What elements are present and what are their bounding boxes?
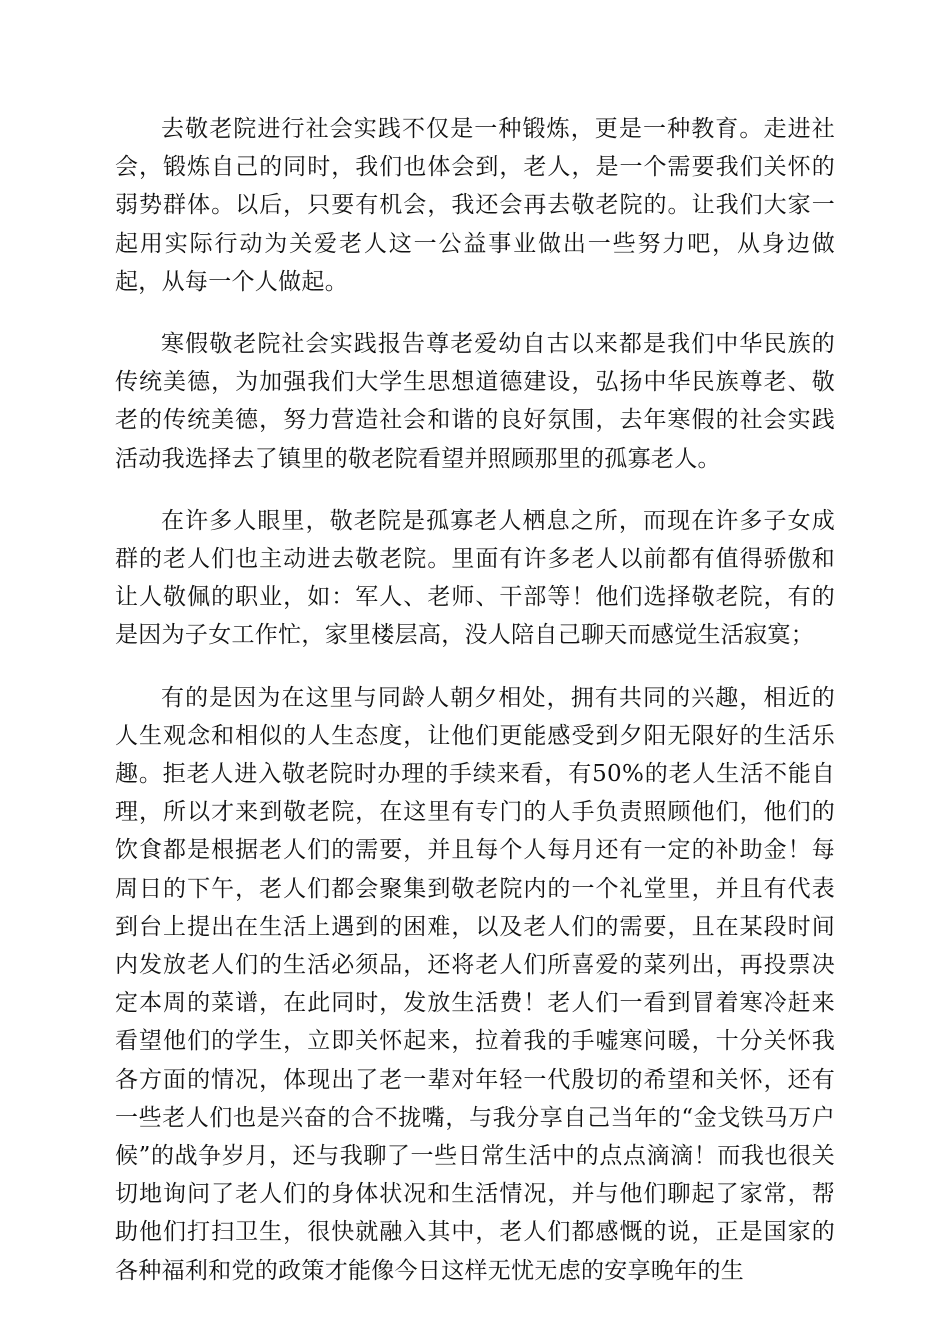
document-body [115,110,835,1314]
paragraph-1: 去敬老院进行社会实践不仅是一种锻炼，更是一种教育。走进社会，锻炼自己的同时，我们也体会到，老人，是一个需要我们关怀的弱势群体。以后，只要有机会，我还会再去敬老院的。让我们大家一起用实际行动为关爱老人这一公益事业做出一些努力吧，从身边做起，从每一个人做起。 [115,116,835,295]
paragraph-3: 在许多人眼里，敬老院是孤寡老人栖息之所，而现在许多子女成群的老人们也主动进去敬老院。里面有许多老人以前都有值得骄傲和让人敬佩的职业，如：军人、老师、干部等！他们选择敬老院，有的是因为子女工作忙，家里楼层高，没人陪自己聊天而感觉生活寂寞； [115,507,835,649]
paragraph-4: 有的是因为在这里与同龄人朝夕相处，拥有共同的兴趣，相近的人生观念和相似的人生态度，让他们更能感受到夕阳无限好的生活乐趣。拒老人进入敬老院时办理的手续来看，有50%的老人生活不能自理，所以才来到敬老院，在这里有专门的人手负责照顾他们，他们的饮食都是根据老人们的需要，并且每个人每月还有一定的补助金！每周日的下午，老人们都会聚集到敬老院内的一个礼堂里，并且有代表到台上提出在生活上遇到的困难，以及老人们的需要，且在某段时间内发放老人们的生活必须品，还将老人们所喜爱的菜列出，再投票决定本周的菜谱，在此同时，发放生活费！老人们一看到冒着寒冷赶来看望他们的学生，立即关怀起来，拉着我的手嘘寒问暖，十分关怀我各方面的情况，体现出了老一辈对年轻一代殷切的希望和关怀，还有一些老人们也是兴奋的合不拢嘴，与我分享自己当年的“金戈铁马万户候”的战争岁月，还与我聊了一些日常生活中的点点滴滴！而我也很关切地询问了老人们的身体状况和生活情况，并与他们聊起了家常，帮助他们打扫卫生，很快就融入其中，老人们都感慨的说，正是国家的各种福利和党的政策才能像今日这样无忧无虑的安享晚年的生 [115,684,835,1284]
paragraph-2: 寒假敬老院社会实践报告尊老爱幼自古以来都是我们中华民族的传统美德，为加强我们大学生思想道德建设，弘扬中华民族尊老、敬老的传统美德，努力营造社会和谐的良好氛围，去年寒假的社会实践活动我选择去了镇里的敬老院看望并照顾那里的孤寡老人。 [115,331,835,472]
